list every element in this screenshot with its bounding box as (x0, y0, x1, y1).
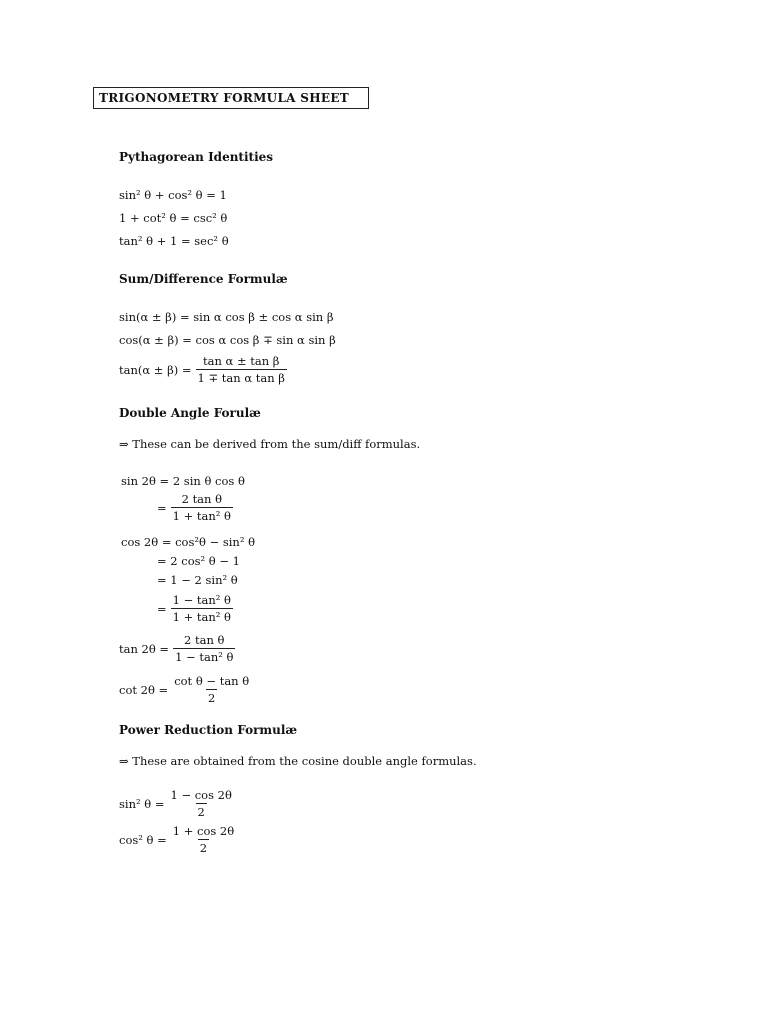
fraction-numerator: tan α ± tan β (203, 354, 280, 368)
pythagorean-identity-3: tan² θ + 1 = sec² θ (119, 234, 229, 248)
double-angle-cot (119, 674, 251, 705)
sum-diff-tan-lhs: tan(α ± β) = (119, 362, 192, 377)
heading-sum-difference: Sum/Difference Formulæ (119, 272, 288, 286)
power-reduction-note: ⇒ These are obtained from the cosine double angle formulas. (119, 754, 477, 768)
fraction-denominator: 1 ∓ tan α tan β (197, 371, 285, 385)
fraction-numerator: 2 tan θ (184, 633, 225, 647)
double-angle-sin-fraction (171, 492, 233, 523)
double-angle-tan-fraction (173, 633, 235, 664)
double-angle-tan-lhs: tan 2θ = (119, 641, 170, 656)
power-reduction-cos-fraction (171, 824, 236, 855)
power-reduction-cos-lhs: cos² θ = (119, 832, 167, 847)
fraction-numerator: 2 tan θ (181, 492, 223, 506)
fraction-numerator: 1 + cos 2θ (172, 824, 235, 838)
power-reduction-sin-lhs: sin² θ = (119, 796, 165, 811)
power-reduction-sin (119, 788, 234, 819)
fraction-numerator: 1 − cos 2θ (170, 788, 232, 802)
double-angle-cos-1: cos 2θ = cos²θ − sin² θ (121, 535, 256, 549)
power-reduction-sin-fraction (168, 788, 233, 819)
fraction-denominator: 2 (197, 805, 205, 819)
fraction-denominator: 1 − tan² θ (175, 650, 234, 664)
double-angle-sin-alt (157, 492, 233, 523)
heading-pythagorean: Pythagorean Identities (119, 150, 274, 164)
equals-sign: = (157, 500, 167, 515)
double-angle-sin: sin 2θ = 2 sin θ cos θ (121, 474, 245, 488)
double-angle-cot-lhs: cot 2θ = (119, 682, 169, 697)
fraction-numerator: cot θ − tan θ (174, 674, 250, 688)
double-angle-note: ⇒ These can be derived from the sum/diff formulas. (119, 437, 421, 451)
sum-diff-tan (119, 354, 287, 385)
equals-sign: = (157, 601, 167, 616)
double-angle-cos-2: = 2 cos² θ − 1 (157, 554, 240, 568)
sum-diff-tan-fraction (196, 354, 287, 385)
pythagorean-identity-2: 1 + cot² θ = csc² θ (119, 211, 228, 225)
sum-diff-sin: sin(α ± β) = sin α cos β ± cos α sin β (119, 310, 334, 324)
fraction-denominator: 2 (208, 691, 216, 705)
fraction-numerator: 1 − tan² θ (172, 593, 231, 607)
double-angle-tan (119, 633, 235, 664)
heading-power-reduction: Power Reduction Formulæ (119, 723, 298, 737)
fraction-denominator: 2 (199, 841, 208, 855)
sum-diff-cos: cos(α ± β) = cos α cos β ∓ sin α sin β (119, 333, 336, 347)
double-angle-cot-fraction (172, 674, 251, 705)
double-angle-cos-fraction (171, 593, 233, 624)
fraction-denominator: 1 + tan² θ (172, 509, 231, 523)
fraction-denominator: 1 + tan² θ (172, 610, 231, 624)
sheet-title-text: TRIGONOMETRY FORMULA SHEET (99, 91, 349, 105)
heading-double-angle: Double Angle Forulæ (119, 406, 261, 420)
pythagorean-identity-1: sin² θ + cos² θ = 1 (119, 188, 227, 202)
power-reduction-cos (119, 824, 236, 855)
double-angle-cos-3: = 1 − 2 sin² θ (157, 573, 238, 587)
double-angle-cos-4 (157, 593, 233, 624)
sheet-title (93, 87, 369, 109)
